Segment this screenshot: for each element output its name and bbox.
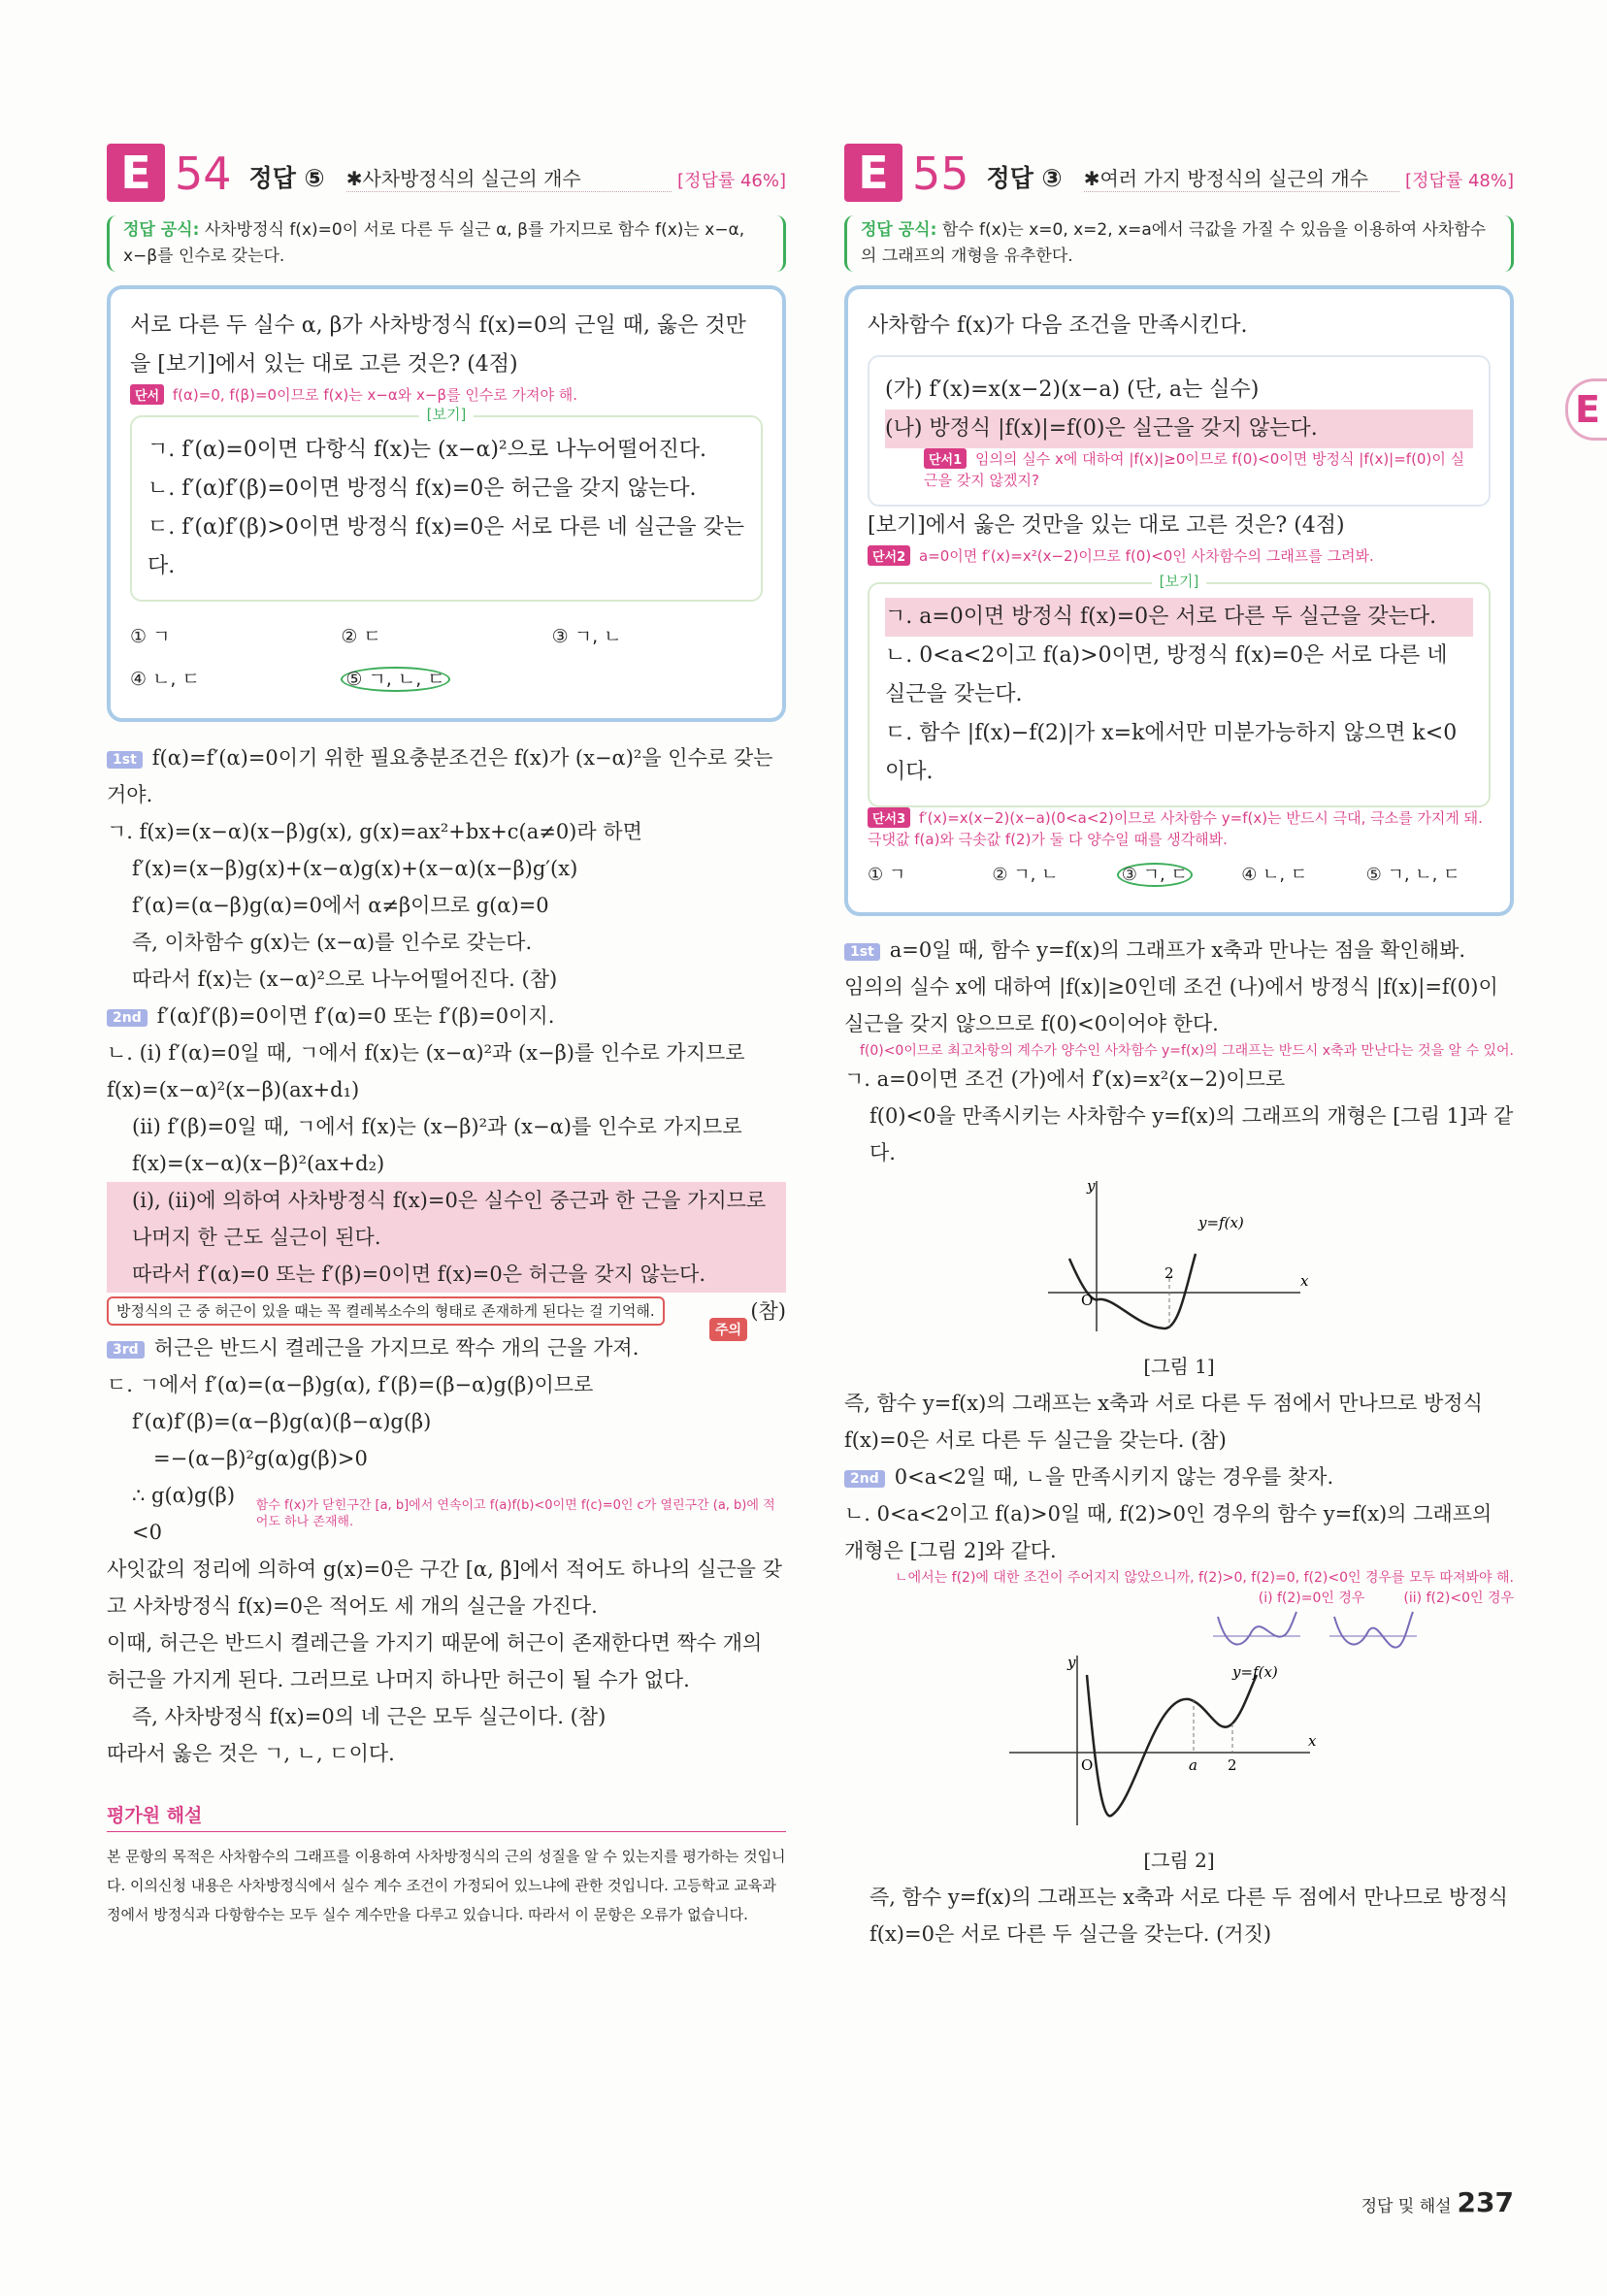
solution-line: ㄴ. 0<a<2이고 f(a)>0일 때, f(2)>0인 경우의 함수 y=f(x)의 그래프의 개형은 [그림 2]와 같다. <box>844 1502 1492 1562</box>
solution-line: ㄴ. (i) f′(α)=0일 때, ㄱ에서 f(x)는 (x−α)²과 (x−β)를 인수로 가지므로 f(x)=(x−α)²(x−β)(ax+d₁) <box>107 1041 745 1101</box>
mini-graph-labels <box>844 1588 1514 1607</box>
formula-tag: 정답 공식: <box>123 220 200 240</box>
bogi-box <box>868 573 1491 807</box>
annotation: ㄴ에서는 f(2)에 대한 조건이 주어지지 않았으니까, f(2)>0, f(2)=0, f(2)<0인 경우를 모두 따져봐야 해. <box>895 1570 1514 1586</box>
answer-label: 정답 ③ <box>986 164 1063 192</box>
question-text: 서로 다른 두 실수 α, β가 사차방정식 f(x)=0의 근일 때, 옳은 것만을 [보기]에서 있는 대로 고른 것은? (4점) <box>130 313 746 377</box>
mini-graph-1 <box>1213 1612 1300 1645</box>
mini-label: (ii) f(2)<0인 경우 <box>1403 1591 1514 1606</box>
origin-label: O <box>1081 1292 1094 1309</box>
answer-formula <box>107 215 786 272</box>
formula-tag: 정답 공식: <box>861 220 937 240</box>
solution-line: ∴ g(α)g(β)<0 <box>132 1484 236 1544</box>
option-2[interactable]: ② ㄱ, ㄴ <box>992 865 1059 885</box>
step-text: f(α)=f′(α)=0이기 위한 필요충분조건은 f(x)가 (x−α)²을 인수로 갖는 거야. <box>107 746 773 806</box>
question-box <box>107 285 786 722</box>
caution-badge: 주의 <box>709 1318 747 1341</box>
solution-line: (ii) f′(β)=0일 때, ㄱ에서 f(x)는 (x−β)²과 (x−α)를 인수로 가지므로 f(x)=(x−α)(x−β)²(ax+d₂) <box>132 1115 742 1175</box>
bogi-title: [보기] <box>419 406 475 423</box>
origin-label: O <box>1081 1756 1094 1774</box>
question-number: 54 <box>175 148 232 200</box>
bogi-item: ㄷ. f′(α)f′(β)>0이면 방정식 f(x)=0은 서로 다른 네 실근을 갖는다. <box>148 515 744 578</box>
page-footer <box>1361 2186 1514 2218</box>
option-5[interactable]: ⑤ ㄱ, ㄴ, ㄷ <box>1365 865 1460 885</box>
true-label: (참) <box>750 1299 786 1323</box>
question-number: 55 <box>912 148 969 200</box>
condition: (가) f′(x)=x(x−2)(x−a) (단, a는 실수) <box>885 377 1260 402</box>
step-badge: 1st <box>107 751 143 769</box>
figure-1-graph <box>844 1171 1514 1336</box>
selected-answer: ③ ㄱ, ㄷ <box>1117 863 1193 887</box>
hint <box>868 807 1491 850</box>
hint <box>885 448 1473 491</box>
solution-55 <box>844 932 1514 1952</box>
option-4[interactable]: ④ ㄴ, ㄷ <box>130 669 200 690</box>
answer-label: 정답 ⑤ <box>248 164 325 192</box>
figure-caption: [그림 2] <box>1143 1849 1215 1872</box>
bogi-item: ㄷ. 함수 |f(x)−f(2)|가 x=k에서만 미분가능하지 않으면 k<0이다. <box>885 721 1458 784</box>
solution-54 <box>107 739 786 1772</box>
y-label: y <box>1087 1177 1096 1195</box>
hint-tag: 단서 <box>130 384 164 405</box>
curve-label: y=f(x) <box>1232 1663 1278 1681</box>
bogi-item: ㄴ. f′(α)f′(β)=0이면 방정식 f(x)=0은 허근을 갖지 않는다. <box>148 476 697 501</box>
x-label: x <box>1308 1732 1317 1750</box>
option-1[interactable]: ① ㄱ <box>130 626 171 647</box>
topic-label: ✱여러 가지 방정식의 실근의 개수 <box>1084 163 1399 192</box>
hint-text: 임의의 실수 x에 대하여 |f(x)|≥0이므로 f(0)<0이면 방정식 |f(x)|=f(0)이 실근을 갖지 않겠지? <box>924 450 1465 489</box>
mini-label: (i) f(2)=0인 경우 <box>1258 1591 1365 1606</box>
y-label: y <box>1067 1654 1076 1671</box>
x-label: x <box>1300 1272 1309 1290</box>
option-1[interactable]: ① ㄱ <box>868 865 906 885</box>
step-badge: 2nd <box>844 1470 885 1488</box>
footer-label: 정답 및 해설 <box>1361 2197 1452 2216</box>
question-header <box>107 136 786 202</box>
curve <box>1087 1675 1257 1816</box>
step-text: f′(α)f′(β)=0이면 f′(α)=0 또는 f′(β)=0이지. <box>156 1004 555 1028</box>
hint <box>868 545 1491 567</box>
hint-text: f′(x)=x(x−2)(x−a)(0<a<2)이므로 사차함수 y=f(x)는 반드시 극대, 극소를 가지게 돼. 극댓값 f(a)와 극솟값 f(2)가 둘 다 양수일 때를 생각해봐. <box>868 809 1483 848</box>
section-badge: E <box>107 144 165 202</box>
hint-tag: 단서2 <box>868 545 910 566</box>
solution-line: 즉, 함수 y=f(x)의 그래프는 x축과 서로 다른 두 점에서 만나므로 방정식 f(x)=0은 서로 다른 두 실근을 갖는다. (참) <box>844 1392 1483 1452</box>
hint-text: a=0이면 f′(x)=x²(x−2)이므로 f(0)<0인 사차함수의 그래프를 그려봐. <box>918 547 1374 565</box>
right-column <box>844 136 1514 1952</box>
section-badge: E <box>844 144 902 202</box>
question-text: 사차함수 f(x)가 다음 조건을 만족시킨다. <box>868 313 1248 338</box>
figure-caption: [그림 1] <box>1143 1355 1215 1378</box>
step-text: 0<a<2일 때, ㄴ을 만족시키지 않는 경우를 찾자. <box>894 1465 1334 1489</box>
tick-label: 2 <box>1164 1264 1174 1282</box>
selected-answer: ⑤ ㄱ, ㄴ, ㄷ <box>341 667 449 692</box>
highlighted-line: 따라서 f′(α)=0 또는 f′(β)=0이면 f(x)=0은 허근을 갖지 않는다. <box>107 1256 786 1293</box>
solution-line: 따라서 옳은 것은 ㄱ, ㄴ, ㄷ이다. <box>107 1742 395 1765</box>
page-number: 237 <box>1457 2186 1514 2218</box>
bogi-item: ㄱ. f′(α)=0이면 다항식 f(x)는 (x−α)²으로 나누어떨어진다. <box>148 438 706 462</box>
solution-line: ㄱ. a=0이면 조건 (가)에서 f′(x)=x²(x−2)이므로 <box>844 1067 1286 1091</box>
step-badge: 1st <box>844 943 880 961</box>
conditions-box <box>868 355 1491 507</box>
option-5[interactable] <box>341 658 551 701</box>
solution-line: 이때, 허근은 반드시 켤레근을 가지기 때문에 허근이 존재한다면 짝수 개의 허근을 가지게 된다. 그러므로 나머지 하나만 허근이 될 수가 없다. <box>107 1631 763 1691</box>
curve-label: y=f(x) <box>1198 1214 1244 1231</box>
section-tab[interactable]: E <box>1565 378 1607 441</box>
warning-note: 방정식의 근 중 허근이 있을 때는 꼭 켤레복소수의 형태로 존재하게 된다는 걸 기억해. <box>107 1296 665 1326</box>
tick-label: a <box>1189 1756 1197 1774</box>
bogi-box <box>130 406 763 602</box>
hint-tag: 단서3 <box>868 807 910 828</box>
solution-line: 즉, 함수 y=f(x)의 그래프는 x축과 서로 다른 두 점에서 만나므로 방정식 f(x)=0은 서로 다른 두 실근을 갖는다. (거짓) <box>869 1886 1508 1946</box>
question-text: [보기]에서 옳은 것만을 있는 대로 고른 것은? (4점) <box>868 513 1345 538</box>
bogi-item: ㄴ. 0<a<2이고 f(a)>0이면, 방정식 f(x)=0은 서로 다른 네 실근을 갖는다. <box>885 643 1448 706</box>
hint-tag: 단서1 <box>924 448 967 469</box>
ivt-note: 함수 f(x)가 닫힌구간 [a, b]에서 연속이고 f(a)f(b)<0이면 f(c)=0인 c가 열린구간 (a, b)에 적어도 하나 존재해. <box>255 1498 775 1529</box>
question-header <box>844 136 1514 202</box>
hint <box>130 384 763 406</box>
solution-line: 사잇값의 정리에 의하여 g(x)=0은 구간 [α, β]에서 적어도 하나의 실근을 갖고 사차방정식 f(x)=0은 적어도 세 개의 실근을 가진다. <box>107 1558 782 1618</box>
figure-2-graph <box>844 1607 1514 1830</box>
step-badge: 2nd <box>107 1009 148 1027</box>
options <box>868 856 1491 895</box>
tick-label: 2 <box>1228 1756 1237 1774</box>
solution-line: f(0)<0을 만족시키는 사차함수 y=f(x)의 그래프의 개형은 [그림 1]과 같다. <box>869 1104 1514 1164</box>
answer-formula <box>844 215 1514 272</box>
annotation: f(0)<0이므로 최고차항의 계수가 양수인 사차함수 y=f(x)의 그래프는 반드시 x축과 만난다는 것을 알 수 있어. <box>859 1043 1514 1059</box>
left-column <box>107 136 786 1929</box>
solution-line: ㄷ. ㄱ에서 f′(α)=(α−β)g(α), f′(β)=(β−α)g(β)이므로 <box>107 1373 594 1396</box>
solution-line: f′(x)=(x−β)g(x)+(x−α)g(x)+(x−α)(x−β)g′(x) <box>132 857 578 880</box>
step-text: 허근은 반드시 켤레근을 가지므로 짝수 개의 근을 가져. <box>153 1336 640 1360</box>
correct-rate: [정답률 48%] <box>1405 171 1514 191</box>
solution-line: 임의의 실수 x에 대하여 |f(x)|≥0인데 조건 (나)에서 방정식 |f(x)|=f(0)이 실근을 갖지 않으므로 f(0)<0이어야 한다. <box>844 975 1498 1035</box>
mini-graph-2 <box>1329 1612 1417 1648</box>
highlighted-line: (i), (ii)에 의하여 사차방정식 f(x)=0은 실수인 중근과 한 근을 가지므로 나머지 한 근도 실근이 된다. <box>107 1182 786 1256</box>
option-2[interactable]: ② ㄷ <box>341 626 381 647</box>
formula-text: 함수 f(x)는 x=0, x=2, x=a에서 극값을 가질 수 있음을 이용하여 사차함수의 그래프의 개형을 유추한다. <box>861 220 1487 266</box>
options <box>130 615 763 701</box>
step-text: a=0일 때, 함수 y=f(x)의 그래프가 x축과 만나는 점을 확인해봐. <box>889 938 1466 962</box>
bogi-item: ㄱ. a=0이면 방정식 f(x)=0은 서로 다른 두 실근을 갖는다. <box>885 598 1473 637</box>
solution-line: 즉, 사차방정식 f(x)=0의 네 근은 모두 실근이다. (참) <box>132 1705 607 1728</box>
eval-text: 본 문항의 목적은 사차함수의 그래프를 이용하여 사차방정식의 근의 성질을 알 수 있는지를 평가하는 것입니다. 이의신청 내용은 사차방정식에서 실수 계수 조건이 가정되어 있느냐에 관한 것입니다. 고등학교 교육과정에서 방정식과 다항함수는 모두 실수 계수만을 다루고 있습니다. 따라서 이 문항은 오류가 없습니다. <box>107 1848 786 1923</box>
topic-label: ✱사차방정식의 실근의 개수 <box>346 163 672 192</box>
option-3[interactable]: ③ ㄱ, ㄴ <box>551 626 622 647</box>
eval-title: 평가원 해설 <box>107 1801 786 1832</box>
option-4[interactable]: ④ ㄴ, ㄷ <box>1241 865 1308 885</box>
question-box <box>844 285 1514 916</box>
option-3[interactable] <box>1117 856 1241 895</box>
solution-line: =−(α−β)²g(α)g(β)>0 <box>153 1447 368 1470</box>
solution-line: f′(α)f′(β)=(α−β)g(α)(β−α)g(β) <box>132 1410 432 1433</box>
solution-line: 따라서 f(x)는 (x−α)²으로 나누어떨어진다. (참) <box>132 968 558 991</box>
formula-text: 사차방정식 f(x)=0이 서로 다른 두 실근 α, β를 가지므로 함수 f(x)는 x−α, x−β를 인수로 갖는다. <box>123 220 745 266</box>
solution-line: f′(α)=(α−β)g(α)=0에서 α≠β이므로 g(α)=0 <box>132 894 549 917</box>
correct-rate: [정답률 46%] <box>677 171 786 191</box>
solution-line: ㄱ. f(x)=(x−α)(x−β)g(x), g(x)=ax²+bx+c(a≠0)라 하면 <box>107 820 642 843</box>
solution-line: 즉, 이차함수 g(x)는 (x−α)를 인수로 갖는다. <box>132 931 533 954</box>
bogi-title: [보기] <box>1152 573 1207 590</box>
step-badge: 3rd <box>107 1341 145 1359</box>
condition: (나) 방정식 |f(x)|=f(0)은 실근을 갖지 않는다. <box>885 410 1473 448</box>
hint-text: f(α)=0, f(β)=0이므로 f(x)는 x−α와 x−β를 인수로 가져야 해. <box>172 386 578 404</box>
